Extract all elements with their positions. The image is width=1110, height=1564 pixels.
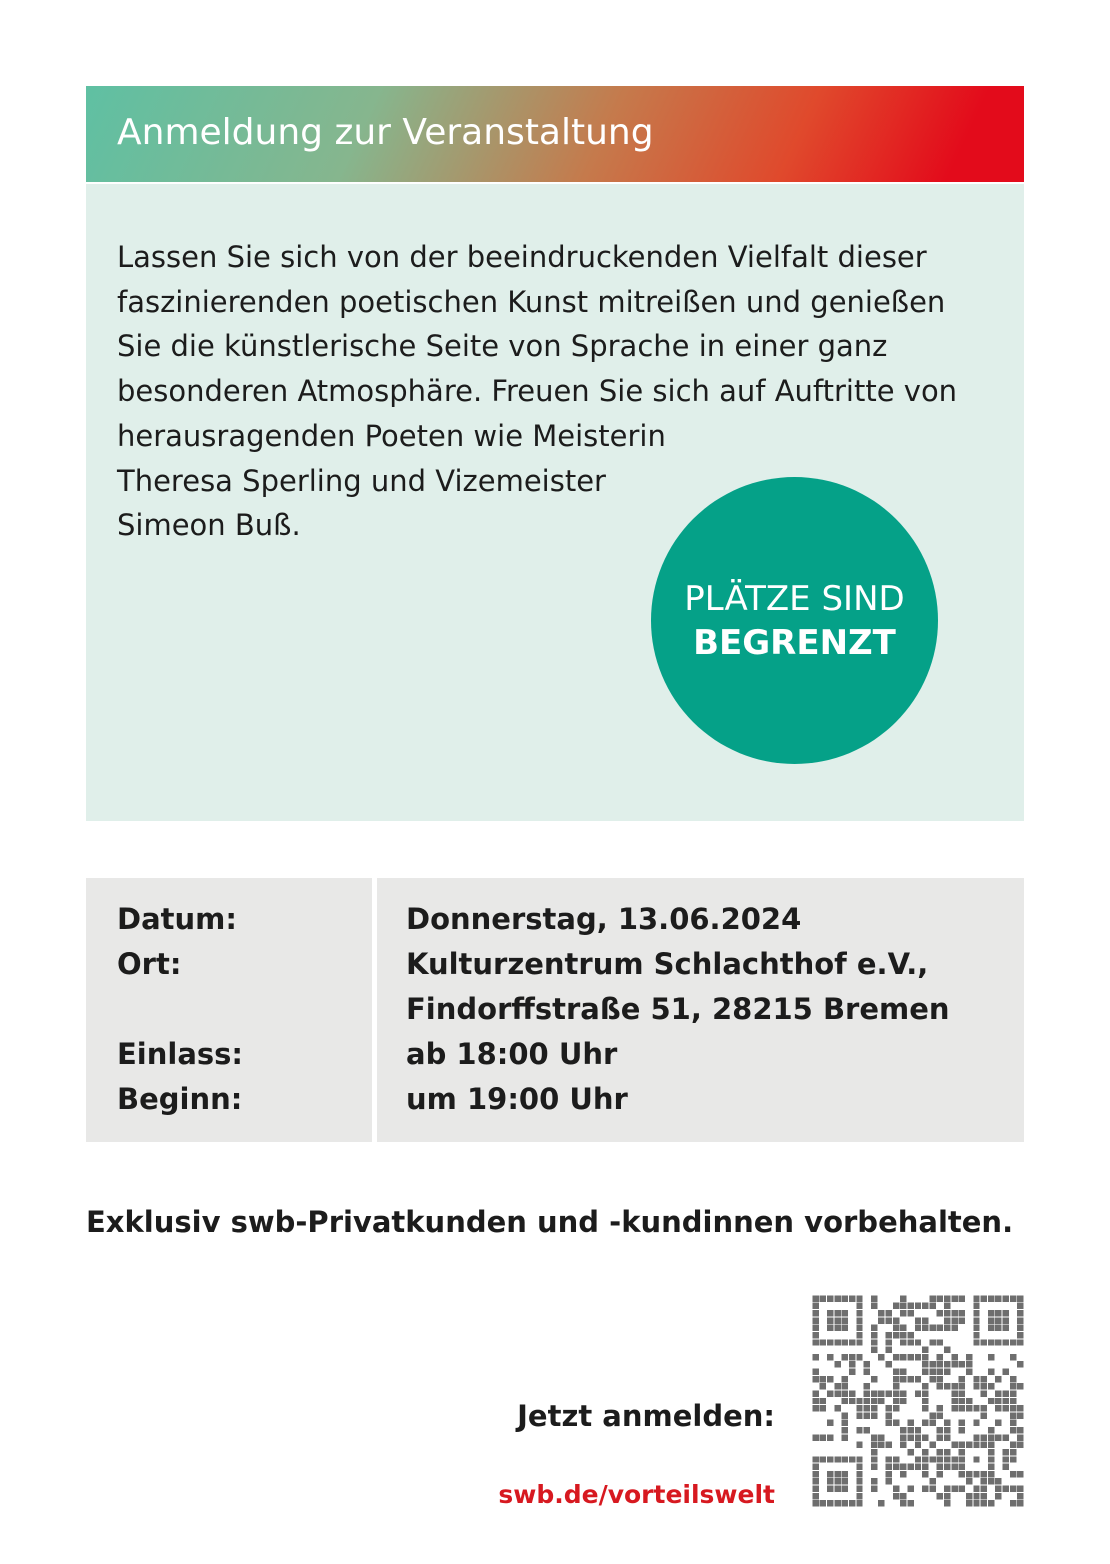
register-now-label: Jetzt anmelden:: [517, 1399, 775, 1433]
intro-line: Lassen Sie sich von der beeindruckenden Vielfalt dieser: [117, 240, 927, 274]
detail-row-address: [86, 987, 1024, 1032]
intro-line: faszinierenden poetischen Kunst mitreißen und genießen: [117, 284, 946, 319]
detail-row-date: [86, 897, 1024, 942]
page-title: Anmeldung zur Veranstaltung: [117, 112, 654, 153]
event-details-table: [86, 878, 1024, 1142]
qr-code-icon[interactable]: [812, 1295, 1024, 1507]
intro-line: Theresa Sperling und Vizemeister: [117, 463, 606, 498]
detail-row-location: [86, 942, 1024, 987]
limited-seats-badge: [651, 477, 938, 764]
detail-value: Kulturzentrum Schlachthof e.V.,: [406, 947, 929, 981]
detail-value: Donnerstag, 13.06.2024: [406, 902, 802, 936]
detail-label: Ort:: [117, 947, 182, 981]
register-link[interactable]: swb.de/vorteilswelt: [498, 1480, 775, 1509]
detail-row-admission: [86, 1032, 1024, 1077]
header-banner: [86, 86, 1024, 182]
detail-label: Datum:: [117, 902, 237, 936]
intro-line: besonderen Atmosphäre. Freuen Sie sich auf Auftritte von: [117, 374, 958, 409]
detail-label: Beginn:: [117, 1082, 243, 1116]
detail-value: ab 18:00 Uhr: [406, 1037, 618, 1071]
detail-value: um 19:00 Uhr: [406, 1082, 628, 1116]
detail-row-start: [86, 1077, 1024, 1122]
badge-line-2: BEGRENZT: [693, 622, 896, 663]
intro-panel: [86, 184, 1024, 821]
exclusive-notice: Exklusiv swb-Privatkunden und -kundinnen vorbehalten.: [86, 1205, 1014, 1239]
intro-line: herausragenden Poeten wie Meisterin: [117, 418, 666, 453]
detail-label: Einlass:: [117, 1037, 244, 1071]
detail-value: Findorffstraße 51, 28215 Bremen: [406, 992, 950, 1026]
intro-line: Simeon Buß.: [117, 508, 301, 543]
badge-line-1: PLÄTZE SIND: [684, 578, 905, 619]
intro-line: Sie die künstlerische Seite von Sprache in einer ganz: [117, 329, 888, 364]
